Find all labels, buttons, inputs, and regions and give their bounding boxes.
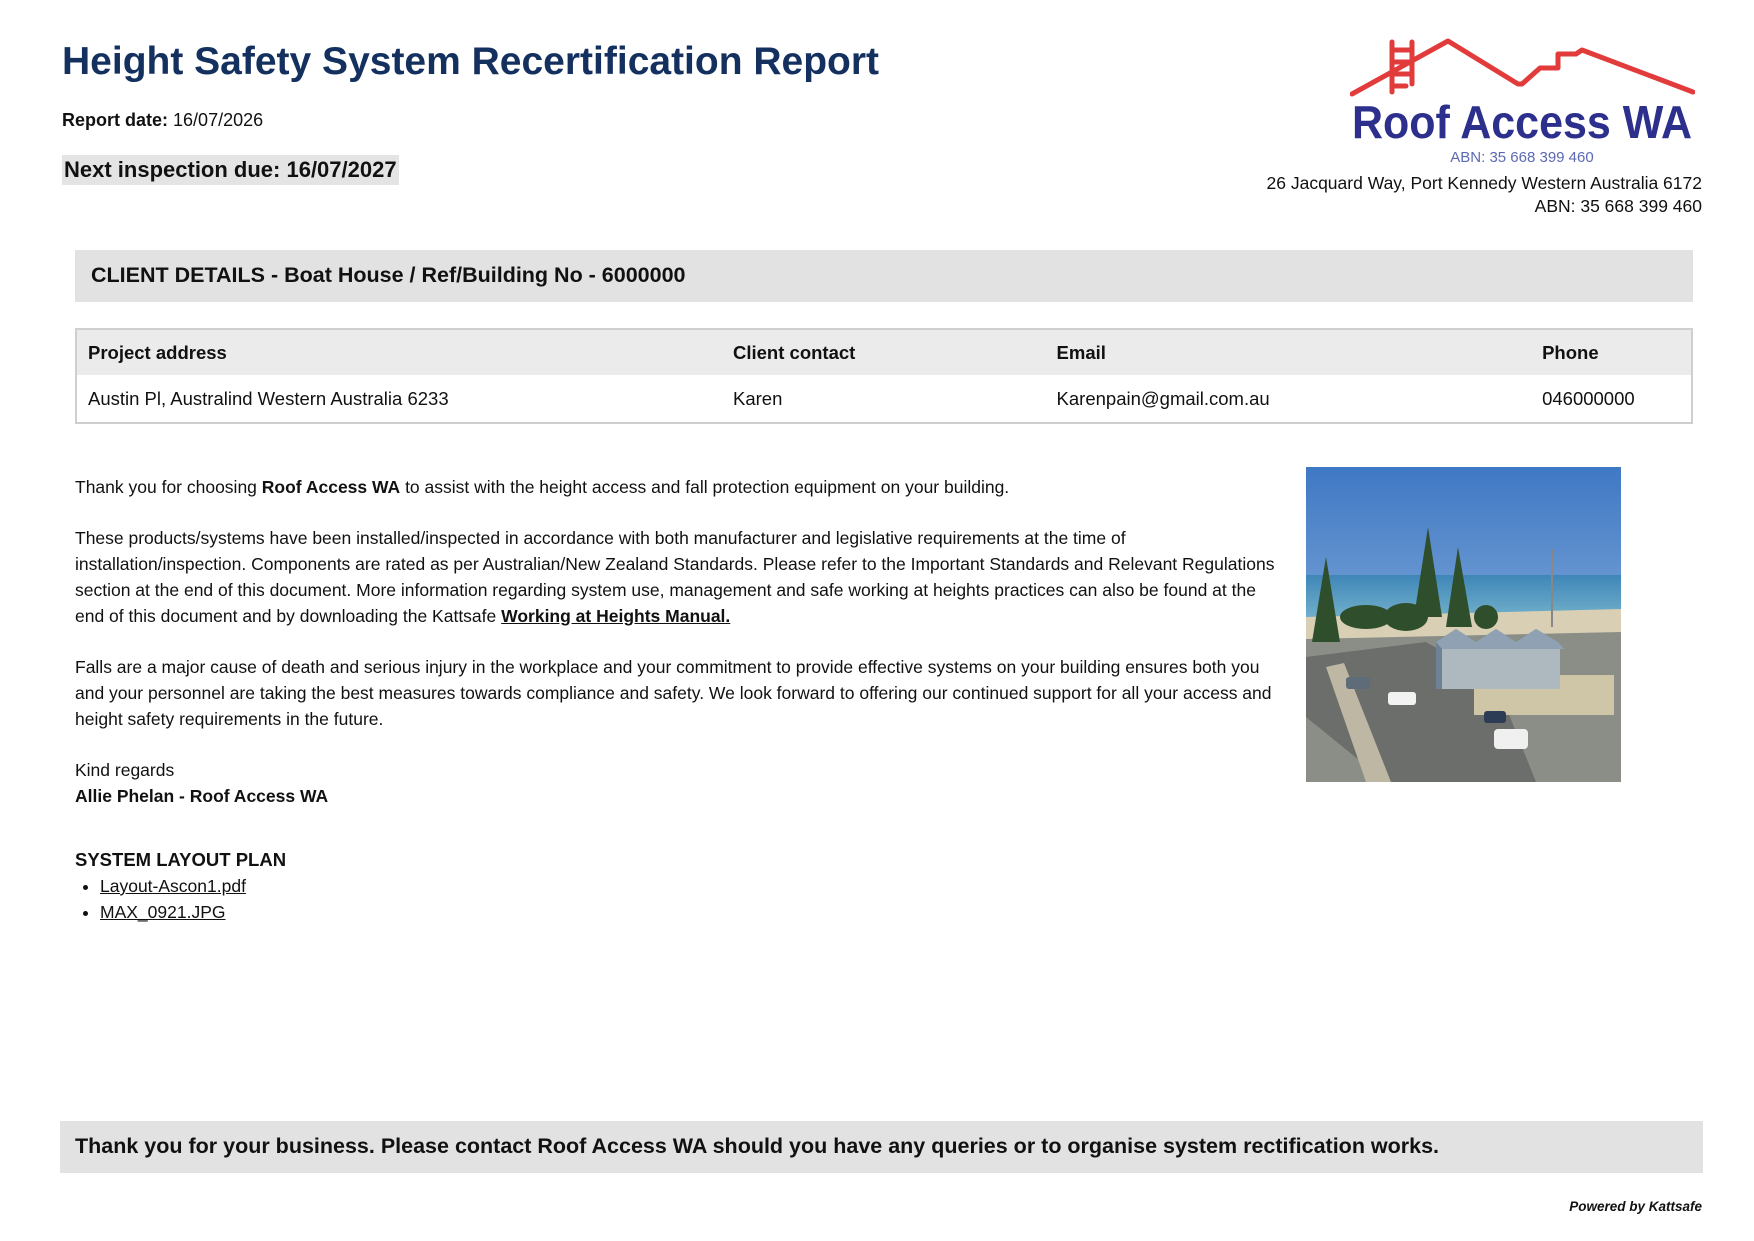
report-title: Height Safety System Recertification Report — [62, 40, 880, 83]
project-address-cell: Austin Pl, Australind Western Australia 6233 — [88, 387, 449, 409]
powered-by-kattsafe: Powered by Kattsafe — [1569, 1199, 1702, 1214]
working-at-heights-manual-link[interactable]: Working at Heights Manual. — [501, 606, 731, 626]
p1-company-name: Roof Access WA — [261, 477, 401, 497]
roof-access-wa-logo — [1350, 36, 1695, 170]
column-email: Email — [1046, 329, 1532, 375]
layout-file-link-jpg[interactable]: MAX_0921.JPG — [100, 902, 226, 922]
p1-text-before: Thank you for choosing — [75, 477, 262, 497]
boat-house — [1436, 629, 1564, 689]
intro-paragraph-3: Falls are a major cause of death and serious injury in the workplace and your commitment to provide effective systems on your building ensures both you and your personnel are taking the best measures towards compliance and safety. We look forward to offering our continued support for all your access and height safety requirements in the future. — [75, 657, 1272, 729]
roof-ladder-icon — [1352, 41, 1693, 94]
column-phone: Phone — [1531, 329, 1692, 375]
signoff — [75, 783, 1275, 809]
phone-cell: 046000000 — [1542, 387, 1635, 409]
next-inspection-due: Next inspection due: 16/07/2027 — [62, 155, 399, 185]
table-header-row — [76, 329, 1692, 375]
logo-abn: ABN: 35 668 399 460 — [1450, 149, 1594, 166]
report-date-label: Report date: — [62, 110, 169, 130]
report-date-value: 16/07/2026 — [173, 110, 264, 130]
list-item — [100, 873, 246, 899]
layout-file-link-pdf[interactable]: Layout-Ascon1.pdf — [100, 876, 246, 896]
kind-regards: Kind regards — [75, 760, 175, 780]
company-address: 26 Jacquard Way, Port Kennedy Western Australia 6172 — [1266, 173, 1702, 193]
client-details-table — [75, 328, 1693, 424]
company-abn: ABN: 35 668 399 460 — [1534, 196, 1702, 216]
intro-paragraph-2 — [75, 525, 1275, 629]
building-photo — [1306, 467, 1621, 782]
p2-text: These products/systems have been installed/inspected in accordance with both manufacturer and legislative requirements at the time of installation/inspection. Components are rated as per Australian/New Zealand Standards. Please refer to the Important Standards and Relevant Regulations section at the end of this document. More information regarding system use, management and safe working at heights practices can also be found at the end of this document and by downloading the Kattsafe — [75, 528, 1275, 626]
column-client-contact: Client contact — [722, 329, 1046, 375]
system-layout-plan-heading: SYSTEM LAYOUT PLAN — [75, 849, 287, 870]
intro-letter — [75, 474, 1275, 809]
table-row — [76, 375, 1692, 423]
email-cell: Karenpain@gmail.com.au — [1056, 387, 1270, 409]
p1-text-after: to assist with the height access and fall protection equipment on your building. — [400, 477, 1010, 497]
logo-company-name: Roof Access WA — [1352, 96, 1692, 148]
list-item — [100, 899, 246, 925]
signoff-name: Allie Phelan - Roof Access WA — [75, 786, 329, 806]
client-details-heading-bar — [75, 250, 1693, 302]
company-address-block — [1267, 172, 1702, 218]
footer-message: Thank you for your business. Please contact Roof Access WA should you have any queries or to organise system rectification works. — [75, 1134, 1440, 1158]
client-details-heading: CLIENT DETAILS - Boat House / Ref/Building No - 6000000 — [91, 263, 686, 287]
layout-plan-files — [75, 873, 246, 925]
client-contact-cell: Karen — [733, 387, 783, 409]
intro-paragraph-1 — [75, 474, 1275, 500]
footer-bar — [60, 1121, 1703, 1173]
report-date — [62, 110, 263, 131]
column-project-address: Project address — [76, 329, 722, 375]
